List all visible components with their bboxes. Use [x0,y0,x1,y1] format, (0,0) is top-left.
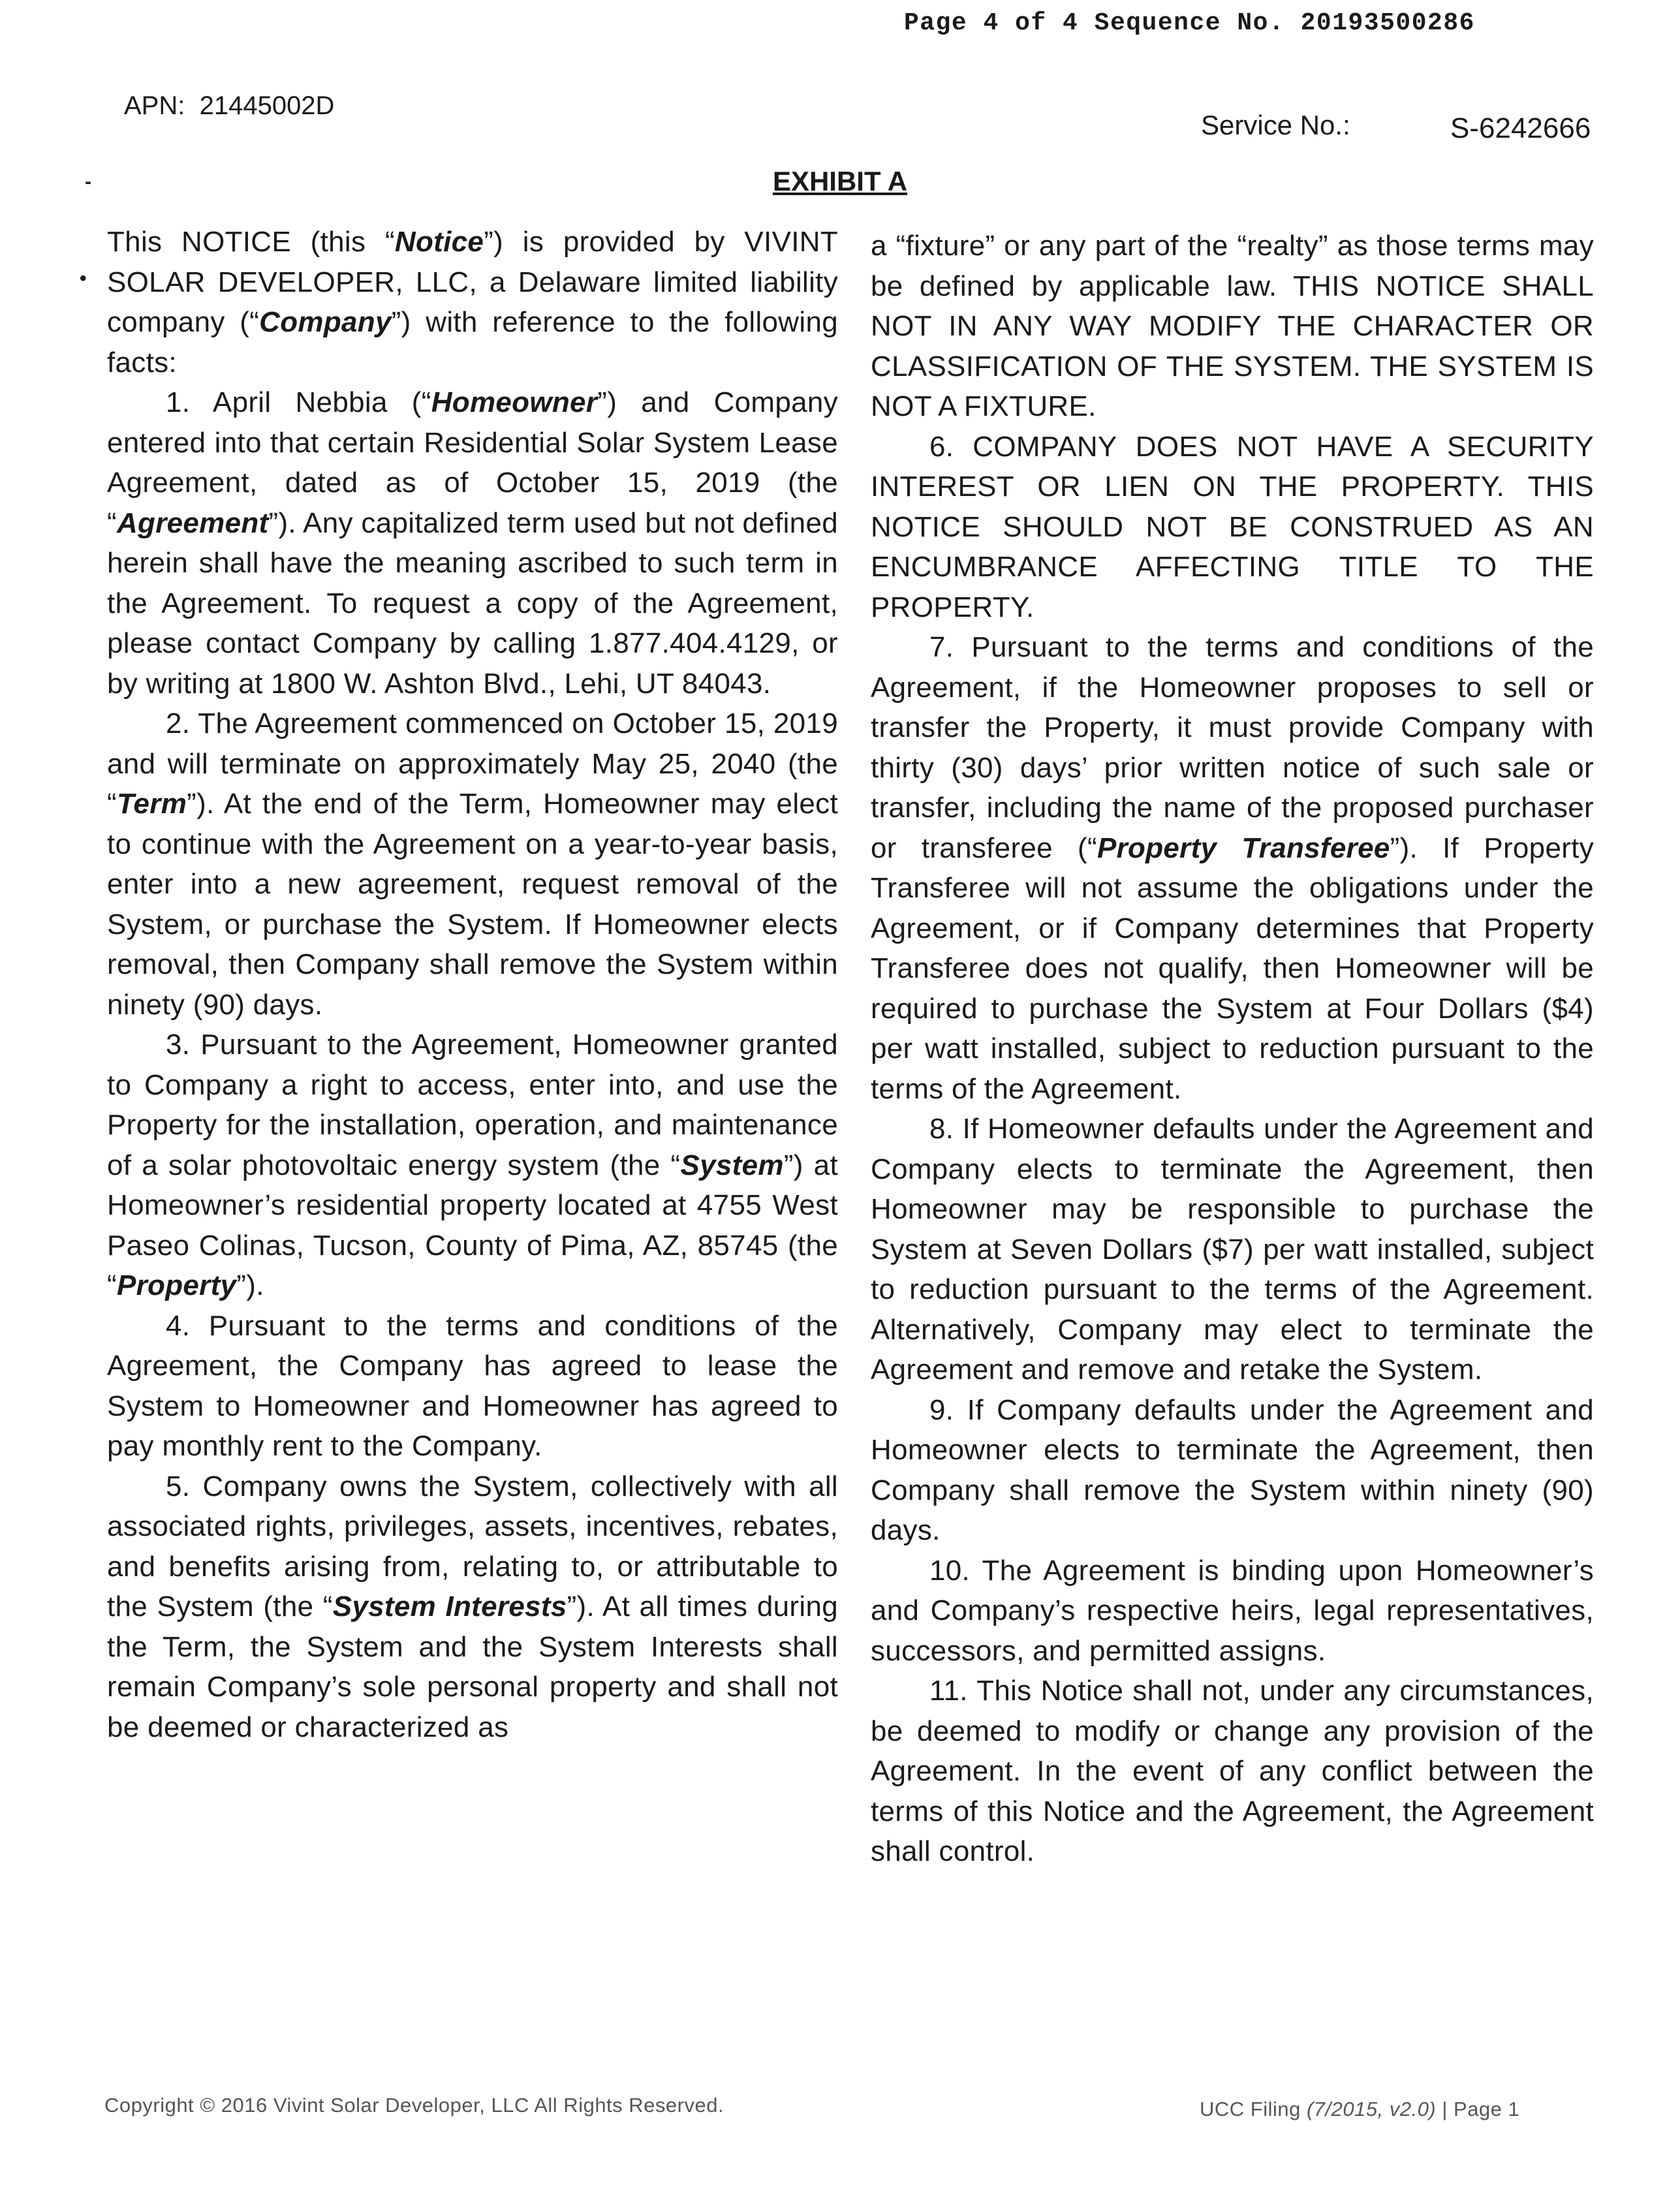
defined-term-notice: Notice [394,226,484,258]
footer-copyright: Copyright © 2016 Vivint Solar Developer, LLC All Rights Reserved. [104,2094,724,2117]
paragraph-3: 3. Pursuant to the Agreement, Homeowner granted to Company a right to access, enter into, and use the Property for the installation, operation, and maintenance of a solar photovoltaic energy system (the “System”) at Homeowner’s residential property located at 4755 West Paseo Colinas, Tucson, County of Pima, AZ, 85745 (the “Property”). [107,1029,838,1301]
paragraph-8: 8. If Homeowner defaults under the Agreement and Company elects to terminate the Agreement, then Homeowner may be responsible to purchase the System at Seven Dollars ($7) per watt installed, subject to reduction pursuant to the terms of the Agreement. Alternatively, Company may elect to terminate the Agreement and remove and retake the System. [871,1113,1594,1386]
footer-filing-info: UCC Filing (7/2015, v2.0) | Page 1 [1200,2098,1520,2120]
paragraph-1: 1. April Nebbia (“Homeowner”) and Company entered into that certain Residential Solar System Lease Agreement, dated as of October 15, 2019 (the “Agreement”). Any capitalized term used but not defined herein shall have the meaning ascribed to such term in the Agreement. To request a copy of the Agreement, please contact Company by calling 1.877.404.4129, or by writing at 1800 W. Ashton Blvd., Lehi, UT 84043. [107,386,838,700]
service-number-value: S-6242666 [1450,112,1591,144]
paragraph-2: 2. The Agreement commenced on October 15, 2019 and will terminate on approximately May 25, 2040 (the “Term”). At the end of the Term, Homeowner may elect to continue with the Agreement on a year-to-year basis, enter into a new agreement, request removal of the System, or purchase the System. If Homeowner elects removal, then Company shall remove the System within ninety (90) days. [107,707,838,1021]
margin-mark-bullet: • [80,268,87,289]
exhibit-title: EXHIBIT A [772,166,908,196]
margin-mark-dash: - [85,171,91,193]
paragraph-9: 9. If Company defaults under the Agreement and Homeowner elects to terminate the Agreement, then Company shall remove the System within ninety (90) days. [871,1393,1594,1546]
paragraph-7: 7. Pursuant to the terms and conditions of the Agreement, if the Homeowner proposes to sell or transfer the Property, it must provide Company with thirty (30) days’ prior written notice of such sale or transfer, including the name of the proposed purchaser or transferee (“Property Transferee”). If Property Transferee will not assume the obligations under the Agreement, or if Company determines that Property Transferee does not qualify, then Homeowner will be required to purchase the System at Four Dollars ($4) per watt installed, subject to reduction pursuant to the terms of the Agreement. [871,631,1594,1105]
paragraph-5: 5. Company owns the System, collectively with all associated rights, privileges, assets, incentives, rebates, and benefits arising from, relating to, or attributable to the System (the “System Interests”). At all times during the Term, the System and the System Interests shall remain Company’s sole personal property and shall not be deemed or characterized as [107,1470,838,1743]
paragraph-6: 6. COMPANY DOES NOT HAVE A SECURITY INTEREST OR LIEN ON THE PROPERTY. THIS NOTICE SHOULD NOT BE CONSTRUED AS AN ENCUMBRANCE AFFECTING TITLE TO THE PROPERTY. [871,430,1594,623]
paragraph-10: 10. The Agreement is binding upon Homeowner’s and Company’s respective heirs, legal representatives, successors, and permitted assigns. [871,1554,1594,1667]
intro-paragraph: This NOTICE (this “Notice”) is provided by VIVINT SOLAR DEVELOPER, LLC, a Delaware limited liability company (“Company”) with reference to the following facts: [107,226,838,379]
apn-label: APN: 21445002D [124,91,335,120]
page-sequence-header: Page 4 of 4 Sequence No. 20193500286 [904,9,1475,37]
paragraph-5-continued: a “fixture” or any part of the “realty” as those terms may be defined by applicable law. THIS NOTICE SHALL NOT IN ANY WAY MODIFY THE CHARACTER OR CLASSIFICATION OF THE SYSTEM. THE SYSTEM IS NOT A FIXTURE. [871,230,1594,422]
service-number-label: Service No.: [1201,110,1350,140]
left-column [107,222,838,1747]
defined-term-agreement: Agreement [116,506,269,539]
defined-term-property-transferee: Property Transferee [1097,831,1390,864]
defined-term-system-interests: System Interests [332,1591,567,1622]
defined-term-term: Term [116,788,187,820]
paragraph-4: 4. Pursuant to the terms and conditions of the Agreement, the Company has agreed to lease the System to Homeowner and Homeowner has agreed to pay monthly rent to the Company. [107,1309,838,1462]
defined-term-company: Company [259,306,392,338]
paragraph-11: 11. This Notice shall not, under any circumstances, be deemed to modify or change any provision of the Agreement. In the event of any conflict between the terms of this Notice and the Agreement, the Agreement shall control. [871,1675,1594,1867]
defined-term-property: Property [116,1269,237,1301]
defined-term-system: System [680,1149,784,1181]
right-column [871,226,1594,1872]
defined-term-homeowner: Homeowner [431,386,598,418]
